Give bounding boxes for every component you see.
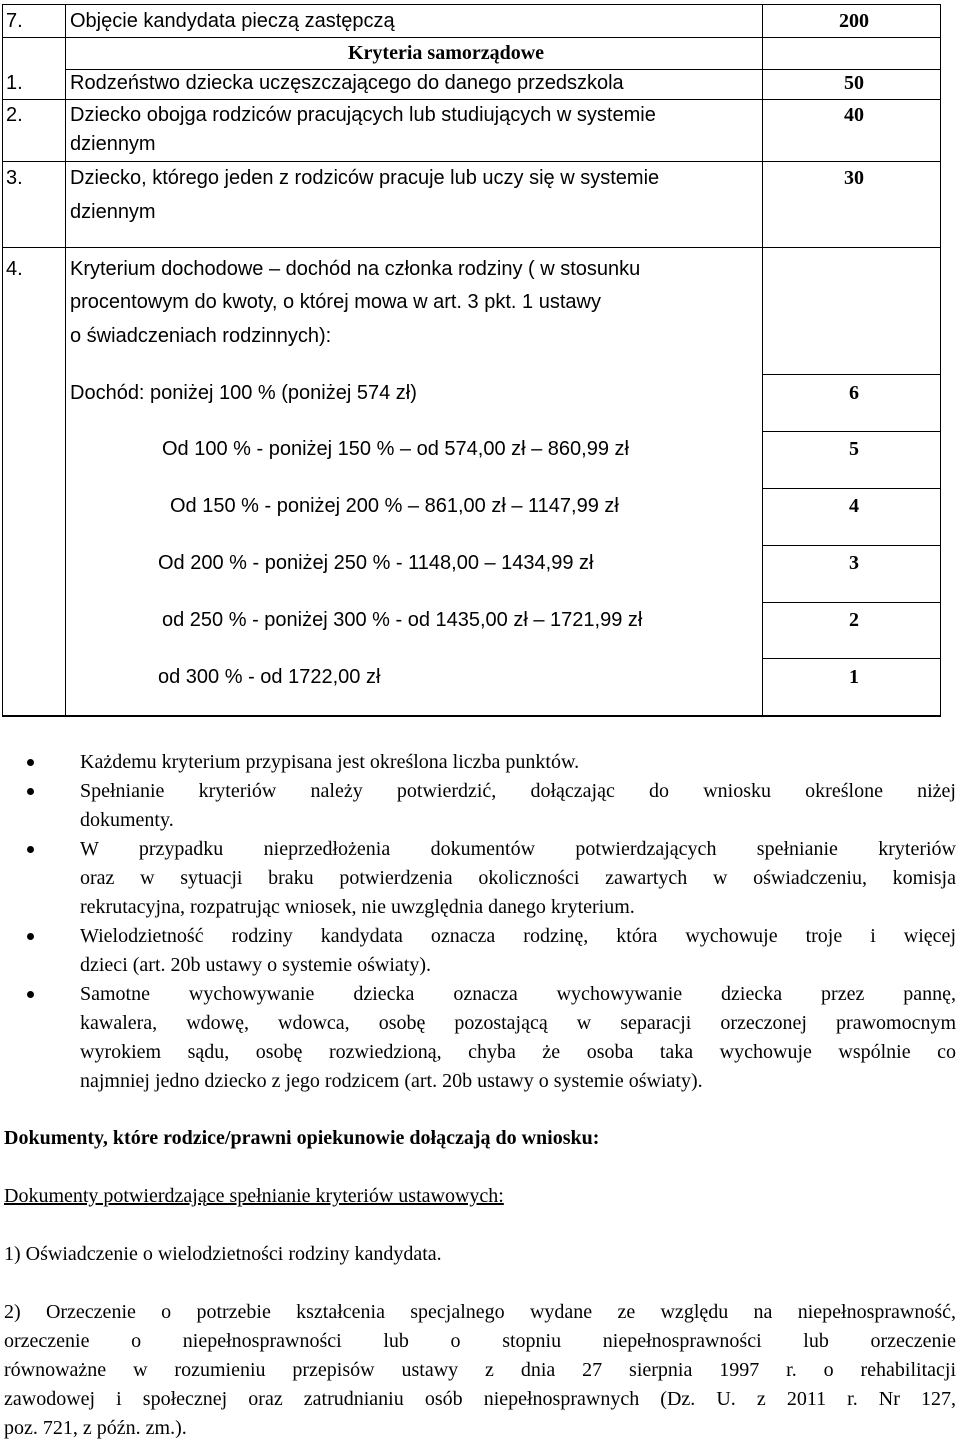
- list-item-text: Spełnianie kryteriów należy potwierdzić, dołączając do wniosku określone niżej: [80, 780, 956, 802]
- criterion-label-cont: o świadczeniach rodzinnych):: [70, 325, 332, 347]
- row-number: 1.: [6, 72, 23, 94]
- criterion-label: Dziecko obojga rodziców pracujących lub studiujących w systemie: [70, 104, 656, 126]
- table-border-bottom: [2, 715, 941, 717]
- income-bracket-label: Od 150 % - poniżej 200 % – 861,00 zł – 1147,99 zł: [170, 495, 619, 517]
- table-border-top: [2, 4, 941, 5]
- list-item-text: Wielodzietność rodziny kandydata oznacza rodzinę, która wychowuje troje i więcej: [80, 925, 956, 947]
- criterion-label-cont: dziennym: [70, 133, 156, 155]
- list-item-text: kawalera, wdowę, wdowca, osobę pozostającą w separacji orzeczonej prawomocnym: [80, 1012, 956, 1034]
- income-bracket-label: Od 200 % - poniżej 250 % - 1148,00 – 1434,99 zł: [158, 552, 594, 574]
- criterion-label: Kryterium dochodowe – dochód na członka rodziny ( w stosunku: [70, 258, 641, 280]
- list-item-text: dzieci (art. 20b ustawy o systemie oświaty).: [80, 954, 432, 976]
- table-row-divider: [762, 658, 941, 659]
- document-item-text: poz. 721, z późn. zm.).: [4, 1417, 187, 1439]
- income-bracket-points: 1: [849, 666, 859, 688]
- criterion-points: 50: [844, 72, 864, 94]
- criterion-label: Rodzeństwo dziecka uczęszczającego do danego przedszkola: [70, 72, 624, 94]
- list-item-text: W przypadku nieprzedłożenia dokumentów potwierdzających spełnianie kryteriów: [80, 838, 956, 860]
- list-item-text: wyrokiem sądu, osobę rozwiedzioną, chyba że osoba taka wychowuje wspólnie co: [80, 1041, 956, 1063]
- income-bracket-points: 5: [849, 438, 859, 460]
- table-row-divider: [762, 488, 941, 489]
- document-item-text: równoważne w rozumieniu przepisów ustawy z dnia 27 sierpnia 1997 r. o rehabilitacji: [4, 1359, 956, 1381]
- criterion-label: Objęcie kandydata pieczą zastępczą: [70, 10, 395, 32]
- table-divider-points: [762, 4, 763, 717]
- documents-subheading: Dokumenty potwierdzające spełnianie kryteriów ustawowych:: [4, 1185, 504, 1207]
- list-item-text: rekrutacyjna, rozpatrując wniosek, nie uwzględnia danego kryterium.: [80, 896, 635, 918]
- table-row-divider: [2, 99, 941, 100]
- row-number: 7.: [6, 10, 23, 32]
- list-item-text: Samotne wychowywanie dziecka oznacza wychowywanie dziecka przez pannę,: [80, 983, 956, 1005]
- table-row-divider: [2, 37, 941, 38]
- row-number: 2.: [6, 104, 23, 126]
- table-row-divider: [2, 161, 941, 162]
- table-row-divider: [2, 247, 941, 248]
- income-bracket-points: 2: [849, 609, 859, 631]
- criterion-points: 40: [844, 104, 864, 126]
- list-item-text: dokumenty.: [80, 809, 174, 831]
- section-header: Kryteria samorządowe: [348, 42, 545, 64]
- list-item: [80, 922, 956, 980]
- table-row-divider: [762, 431, 941, 432]
- criterion-label: Dziecko, którego jeden z rodziców pracuje lub uczy się w systemie: [70, 167, 660, 189]
- table-row-divider: [762, 545, 941, 546]
- list-item-text: Każdemu kryterium przypisana jest określona liczba punktów.: [80, 751, 580, 773]
- income-bracket-points: 3: [849, 552, 859, 574]
- criterion-points: 30: [844, 167, 864, 189]
- income-bracket-label: od 250 % - poniżej 300 % - od 1435,00 zł – 1721,99 zł: [162, 609, 643, 631]
- income-bracket-points: 4: [849, 495, 859, 517]
- table-divider-number: [65, 4, 66, 717]
- document-item: 1) Oświadczenie o wielodzietności rodziny kandydata.: [4, 1243, 442, 1265]
- row-number: 3.: [6, 167, 23, 189]
- income-bracket-label: od 300 % - od 1722,00 zł: [158, 666, 381, 688]
- table-row-divider: [762, 602, 941, 603]
- list-item: [80, 835, 956, 922]
- criterion-label-cont: procentowym do kwoty, o której mowa w art. 3 pkt. 1 ustawy: [70, 291, 601, 313]
- table-row-divider: [762, 374, 941, 375]
- list-item-text: najmniej jedno dziecko z jego rodzicem (art. 20b ustawy o systemie oświaty).: [80, 1070, 703, 1092]
- table-border-left: [2, 4, 3, 717]
- list-item: [80, 777, 956, 835]
- document-item-text: orzeczenie o niepełnosprawności lub o stopniu niepełnosprawności lub orzeczenie: [4, 1330, 956, 1352]
- income-bracket-label: Od 100 % - poniżej 150 % – od 574,00 zł – 860,99 zł: [162, 438, 629, 460]
- criteria-table: [2, 4, 942, 717]
- documents-heading: Dokumenty, które rodzice/prawni opiekunowie dołączają do wniosku:: [4, 1127, 600, 1149]
- criterion-points: 200: [839, 10, 869, 32]
- list-item: [80, 980, 956, 1096]
- income-bracket-points: 6: [849, 382, 859, 404]
- list-item: [80, 748, 956, 777]
- criterion-label-cont: dziennym: [70, 201, 156, 223]
- document-item-text: 2) Orzeczenie o potrzebie kształcenia specjalnego wydane ze względu na niepełnosprawność,: [4, 1301, 956, 1323]
- list-item-text: oraz w sytuacji braku potwierdzenia okoliczności zawartych w oświadczeniu, komisja: [80, 867, 956, 889]
- row-number: 4.: [6, 258, 23, 280]
- document-item-text: zawodowej i społecznej oraz zatrudnianiu osób niepełnosprawnych (Dz. U. z 2011 r. Nr 127,: [4, 1388, 956, 1410]
- table-border-right: [940, 4, 941, 717]
- income-bracket-label: Dochód: poniżej 100 % (poniżej 574 zł): [70, 382, 417, 404]
- document-item: [4, 1298, 956, 1443]
